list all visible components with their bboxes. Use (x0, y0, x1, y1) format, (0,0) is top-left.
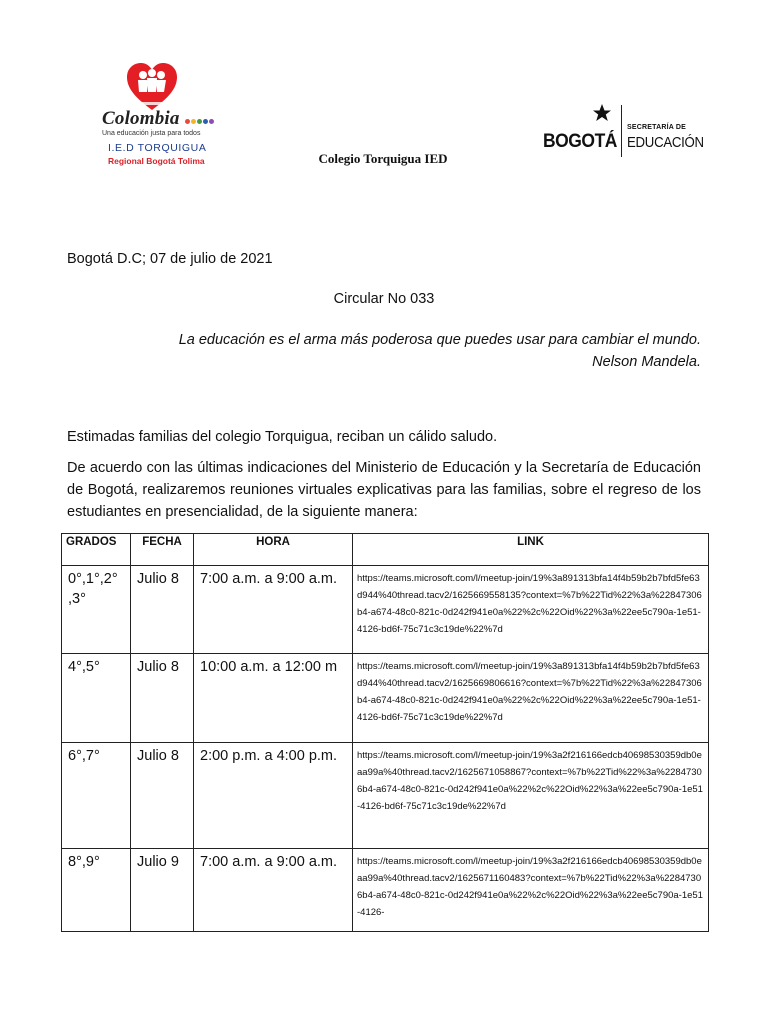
table-row (62, 566, 709, 654)
logo-divider (621, 105, 622, 157)
cell-link[interactable]: https://teams.microsoft.com/l/meetup-join/19%3a2f216166edcb40698530359db0eaa99a%40thread.tacv2/1625671058867?context=%7b%22Tid%22%3a%22847306b4-a674-48c0-821c-0d242f941e0a%22%2c%22Oid%22%3a%22ee5c790a-1e51-4126-bd6f-75c71c3c19de%22%7d (353, 743, 709, 849)
greeting: Estimadas familias del colegio Torquigua, reciban un cálido saludo. (67, 429, 498, 445)
cell-grados: 4°,5° (62, 654, 131, 743)
heart-children-icon (126, 62, 178, 112)
cell-hora: 2:00 p.m. a 4:00 p.m. (194, 743, 353, 849)
header-fecha: FECHA (131, 534, 194, 566)
cell-fecha: Julio 9 (131, 849, 194, 932)
header-grados: GRADOS (62, 534, 131, 566)
cell-link-text: https://teams.microsoft.com/l/meetup-join/19%3a2f216166edcb40698530359db0eaa99a%40thread.tacv2/1625671160483?context=%7b%22Tid%22%3a%22847306b4-a674-48c0-821c-0d242f941e0a%22%2c%22Oid%22%3a%22ee5c790a-1e51-4126- (357, 856, 703, 918)
bogota-education-logo (543, 103, 704, 158)
logo-tagline: Una educación justa para todos (102, 130, 201, 137)
cell-link[interactable]: https://teams.microsoft.com/l/meetup-join/19%3a891313bfa14f4b59b2b7bfd5fe63d944%40thread.tacv2/1625669558135?context=%7b%22Tid%22%3a%22847306b4-a674-48c0-821c-0d242f941e0a%22%2c%22Oid%22%3a%22ee5c790a-1e51-4126-bd6f-75c71c3c19de%22%7d (353, 566, 709, 654)
cell-hora: 10:00 a.m. a 12:00 m (194, 654, 353, 743)
cell-link[interactable] (353, 849, 709, 932)
table-row (62, 849, 709, 932)
secretaria-label: SECRETARÍA DE (627, 124, 686, 131)
header-link: LINK (353, 534, 709, 566)
logo-brand-text: Colombia (102, 108, 180, 129)
cell-fecha: Julio 8 (131, 743, 194, 849)
quote-text: La educación es el arma más poderosa que puedes usar para cambiar el mundo. (178, 332, 701, 348)
meetings-table (61, 533, 709, 932)
cell-grados: 8°,9° (62, 849, 131, 932)
logo-school-name: I.E.D TORQUIGUA (108, 142, 207, 154)
cell-hora: 7:00 a.m. a 9:00 a.m. (194, 849, 353, 932)
logo-regional: Regional Bogotá Tolima (108, 156, 205, 166)
cell-fecha: Julio 8 (131, 566, 194, 654)
cell-fecha: Julio 8 (131, 654, 194, 743)
star-icon (592, 103, 612, 123)
body-paragraph: De acuerdo con las últimas indicaciones del Ministerio de Educación y la Secretaría de Educación de Bogotá, realizaremos reuniones virtuales explicativas para las familias, sobre el regreso de los estudiantes en presencialidad, de la siguiente manera: (67, 460, 701, 520)
quote-block (179, 329, 701, 373)
header-hora: HORA (194, 534, 353, 566)
bogota-wordmark: BOGOTÁ (543, 131, 617, 152)
school-title-text: Colegio Torquigua IED (318, 151, 448, 166)
cell-grados: 6°,7° (62, 743, 131, 849)
cell-grados: 0°,1°,2° ,3° (62, 566, 131, 654)
educacion-label: EDUCACIÓN (627, 134, 704, 151)
circular-number: Circular No 033 (333, 291, 435, 307)
cell-link[interactable]: https://teams.microsoft.com/l/meetup-join/19%3a891313bfa14f4b59b2b7bfd5fe63d944%40thread.tacv2/1625669806616?context=%7b%22Tid%22%3a%22847306b4-a674-48c0-821c-0d242f941e0a%22%2c%22Oid%22%3a%22ee5c790a-1e51-4126-bd6f-75c71c3c19de%22%7d (353, 654, 709, 743)
table-header-row (62, 534, 709, 566)
logo-dots (185, 119, 214, 124)
table-row (62, 654, 709, 743)
quote-author: Nelson Mandela. (592, 354, 701, 370)
table-row (62, 743, 709, 849)
cell-hora: 7:00 a.m. a 9:00 a.m. (194, 566, 353, 654)
letter-date: Bogotá D.C; 07 de julio de 2021 (67, 251, 273, 267)
